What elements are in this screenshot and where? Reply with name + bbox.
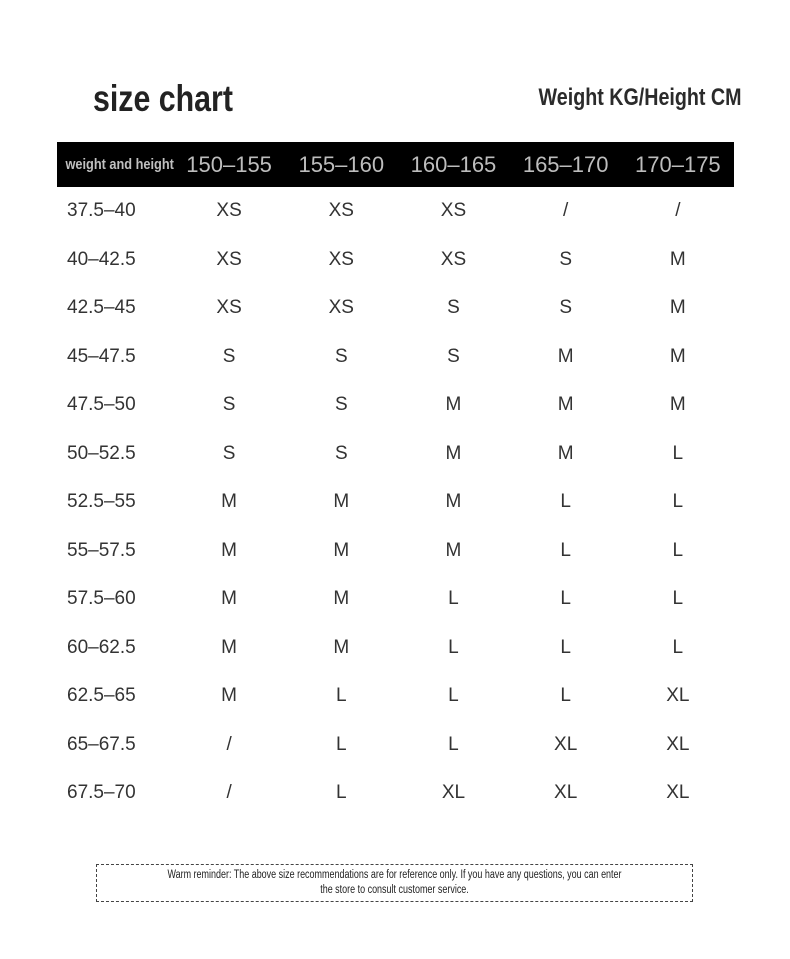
table-body [57,187,734,818]
size-cell: M [221,636,237,658]
size-cell: L [672,491,684,513]
size-cell: XL [666,782,690,804]
weight-range-cell: 67.5–70 [67,782,136,804]
size-cell: / [563,200,569,222]
size-cell: S [334,345,348,367]
size-cell: L [335,685,347,707]
size-cell: S [222,442,236,464]
size-cell: L [560,491,571,513]
page-title: size chart [93,78,233,119]
size-cell: L [448,588,459,610]
size-cell: / [226,782,232,804]
size-cell: S [559,297,572,319]
size-cell: M [445,539,462,561]
size-cell: S [222,394,236,416]
height-column-header: 160–165 [410,151,497,177]
table-row [57,527,734,576]
size-cell: S [447,297,460,319]
height-column-header: 155–160 [298,151,385,177]
size-table [57,142,734,818]
corner-label: weight and height [65,156,174,173]
size-cell: M [333,588,350,610]
size-cell: L [448,685,459,707]
size-cell: L [560,588,571,610]
size-cell: M [333,539,350,561]
size-cell: XS [328,248,354,270]
weight-range-cell: 55–57.5 [67,539,136,561]
size-cell: / [226,733,232,755]
table-row [57,284,734,333]
table-row [57,575,734,624]
size-cell: XS [328,297,354,319]
height-column-header: 165–170 [522,151,609,177]
size-cell: M [669,297,686,319]
weight-range-cell: 45–47.5 [67,345,136,367]
size-cell: L [672,636,684,658]
size-cell: M [221,588,237,610]
size-cell: XS [216,297,242,319]
size-cell: S [559,248,572,270]
weight-range-cell: 42.5–45 [67,297,136,319]
height-column-header: 170–175 [635,151,721,177]
table-row [57,236,734,285]
size-cell: M [557,345,574,367]
size-cell: S [447,345,460,367]
size-cell: L [672,539,684,561]
size-cell: XL [666,733,690,755]
table-row [57,672,734,721]
table-row [57,769,734,818]
table-row [57,478,734,527]
size-cell: M [445,394,462,416]
size-cell: M [669,345,686,367]
table-row [57,624,734,673]
size-cell: L [560,685,571,707]
weight-range-cell: 57.5–60 [67,588,136,610]
table-row [57,430,734,479]
size-cell: S [334,442,348,464]
size-cell: M [445,491,462,513]
size-cell: XS [328,200,354,222]
table-header-row [57,142,734,187]
size-cell: M [333,636,350,658]
size-cell: XS [440,200,467,222]
weight-range-cell: 62.5–65 [67,685,136,707]
table-row [57,333,734,382]
size-cell: M [221,685,237,707]
size-cell: M [669,394,686,416]
reminder-box [96,864,693,902]
size-cell: L [560,539,571,561]
size-cell: S [222,345,236,367]
weight-range-cell: 65–67.5 [67,733,136,755]
size-cell: L [672,588,684,610]
reminder-text: Warm reminder: The above size recommendations are for reference only. If you have any questions, you can enter the store to consult customer service. [167,869,622,896]
size-cell: M [221,491,237,513]
size-cell: XL [666,685,690,707]
size-cell: L [335,782,347,804]
size-cell: M [557,394,574,416]
size-cell: L [672,442,684,464]
weight-range-cell: 47.5–50 [67,394,136,416]
weight-range-cell: 37.5–40 [67,200,136,222]
size-cell: XS [216,248,242,270]
size-cell: M [221,539,237,561]
size-cell: M [669,248,686,270]
table-row [57,381,734,430]
size-cell: M [333,491,350,513]
size-cell: XS [440,248,467,270]
size-cell: / [675,200,681,222]
size-cell: S [334,394,348,416]
height-column-header: 150–155 [186,151,272,177]
weight-range-cell: 50–52.5 [67,442,136,464]
size-cell: XL [441,782,466,804]
weight-range-cell: 60–62.5 [67,636,136,658]
size-cell: L [448,733,459,755]
size-cell: XL [554,733,578,755]
size-cell: L [560,636,571,658]
table-row [57,721,734,770]
size-cell: XS [216,200,242,222]
size-cell: XL [554,782,578,804]
size-cell: L [448,636,459,658]
weight-range-cell: 40–42.5 [67,248,136,270]
table-row [57,187,734,236]
size-cell: M [557,442,574,464]
units-label: Weight KG/Height CM [539,84,742,111]
size-cell: M [445,442,462,464]
weight-range-cell: 52.5–55 [67,491,136,513]
size-cell: L [335,733,347,755]
